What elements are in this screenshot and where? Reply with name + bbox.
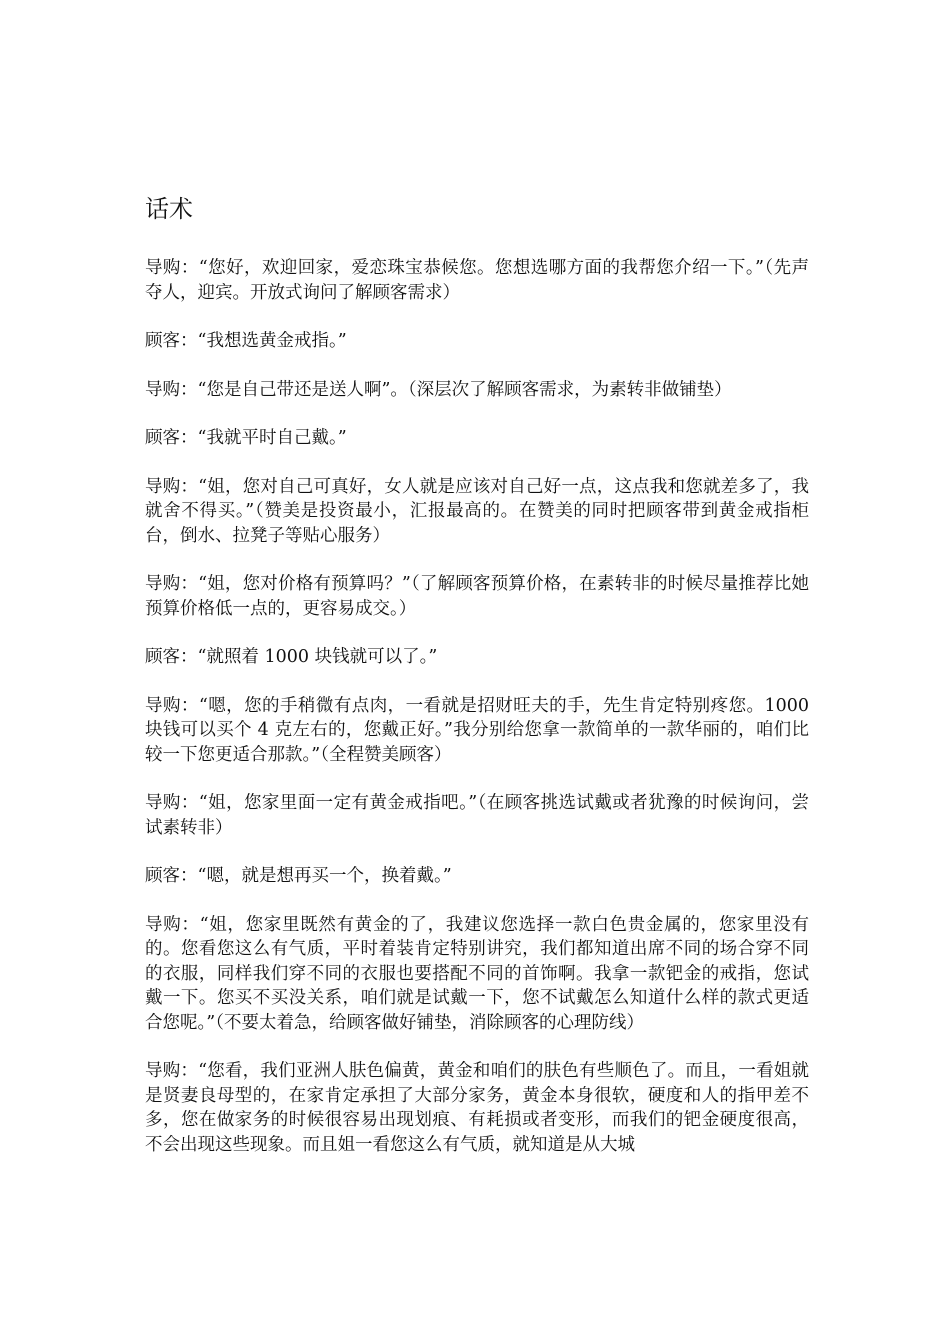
paragraph: 顾客：“我想选黄金戒指。” <box>145 331 347 351</box>
paragraph: 顾客：“就照着 1000 块钱就可以了。” <box>145 647 438 667</box>
paragraph: 导购：“姐，您家里既然有黄金的了，我建议您选择一款白色贵金属的，您家里没有的。您看您这么有气质，平时着装肯定特别讲究，我们都知道出席不同的场合穿不同的衣服，同样我们穿不同的衣服也要搭配不同的首饰啊。我拿一款钯金的戒指，您试戴一下。您买不买没关系，咱们就是试戴一下，您不试戴怎么知道什么样的款式更适合您呢。”（不要太着急，给顾客做好铺垫，消除顾客的心理防线） <box>145 914 809 1033</box>
paragraph: 顾客：“我就平时自己戴。” <box>145 428 347 448</box>
paragraph: 导购：“您看，我们亚洲人肤色偏黄，黄金和咱们的肤色有些顺色了。而且，一看姐就是贤妻良母型的，在家肯定承担了大部分家务，黄金本身很软，硬度和人的指甲差不多，您在做家务的时候很容易出现划痕、有耗损或者变形，而我们的钯金硬度很高，不会出现这些现象。而且姐一看您这么有气质，就知道是从大城 <box>145 1061 809 1155</box>
paragraph: 导购：“嗯，您的手稍微有点肉，一看就是招财旺夫的手，先生肯定特别疼您。1000 块钱可以买个 4 克左右的，您戴正好。”我分别给您拿一款简单的一款华丽的，咱们比较一下您更适合那款。”（全程赞美顾客） <box>145 695 809 765</box>
paragraph: 顾客：“嗯，就是想再买一个，换着戴。” <box>145 866 452 886</box>
paragraph: 导购：“姐，您家里面一定有黄金戒指吧。”（在顾客挑选试戴或者犹豫的时候询问，尝试素转非） <box>145 793 809 838</box>
document-page <box>145 194 809 1181</box>
document-title: 话术 <box>145 195 193 223</box>
paragraph: 导购：“姐，您对自己可真好，女人就是应该对自己好一点，这点我和您就差多了，我就舍不得买。”（赞美是投资最小，汇报最高的。在赞美的同时把顾客带到黄金戒指柜台，倒水、拉凳子等贴心服务） <box>145 476 809 546</box>
paragraph: 导购：“您是自己带还是送人啊”。（深层次了解顾客需求，为素转非做铺垫） <box>145 379 732 400</box>
paragraph: 导购：“姐，您对价格有预算吗？”（了解顾客预算价格，在素转非的时候尽量推荐比她预算价格低一点的，更容易成交。） <box>145 574 809 619</box>
paragraph: 导购：“您好，欢迎回家，爱恋珠宝恭候您。您想选哪方面的我帮您介绍一下。”（先声夺人，迎宾。开放式询问了解顾客需求） <box>145 258 809 303</box>
